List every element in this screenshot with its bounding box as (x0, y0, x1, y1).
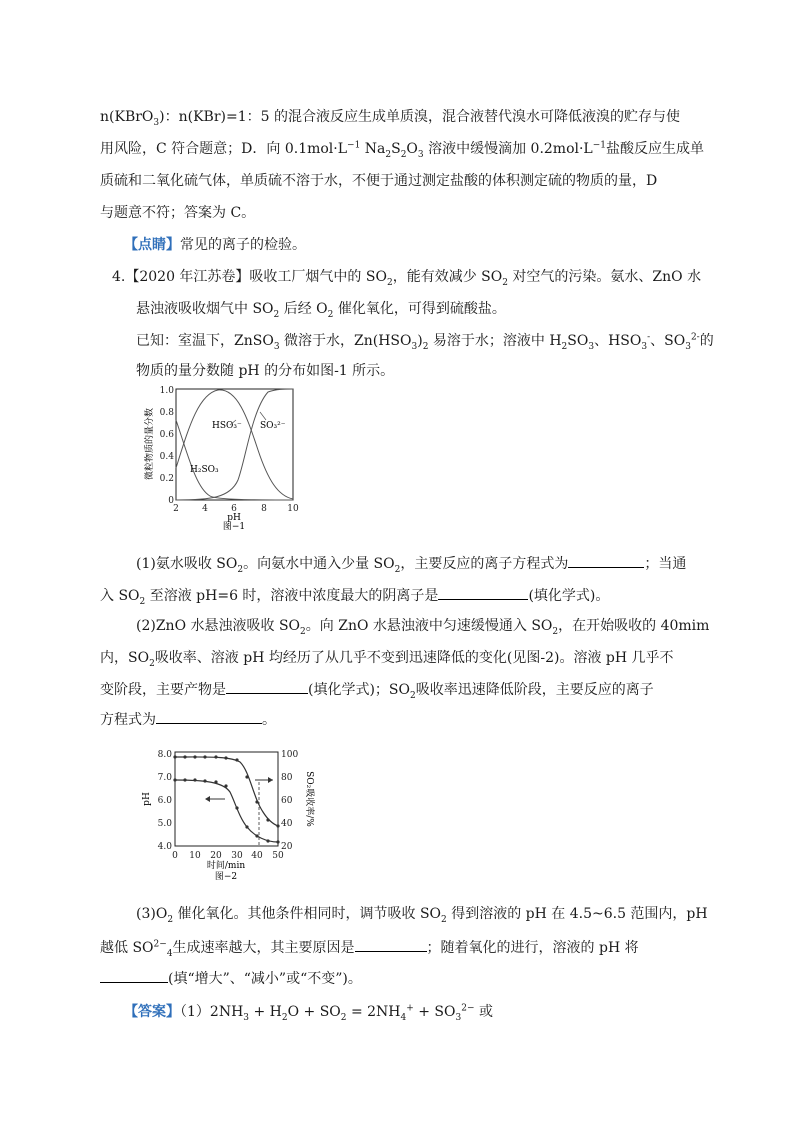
hso3-label: HSO₃⁻ (212, 421, 242, 431)
x-tick-label: 10 (189, 851, 201, 861)
y2-tick-label: 60 (281, 796, 293, 806)
h2so3-curve (176, 420, 293, 500)
y2-axis-label: SO₂吸收率/% (304, 771, 314, 827)
x-tick-label: 20 (210, 851, 222, 861)
text-line: 与题意不符；答案为 C。 (100, 205, 256, 221)
answer-blank[interactable] (156, 709, 262, 724)
answer-tag: 【答案】 (124, 1004, 180, 1020)
answer-blank[interactable] (100, 968, 168, 983)
y-tick-label: 5.0 (157, 819, 172, 829)
y2-tick-label: 80 (281, 773, 293, 783)
dianjing-tag: 【点睛】 (124, 237, 180, 253)
x-tick-label: 2 (173, 504, 179, 514)
y-tick-label: 6.0 (157, 796, 172, 806)
text-line: 质硫和二氧化硫气体，单质硫不溶于水，不便于通过测定盐酸的体积测定硫的物质的量，D (100, 173, 658, 189)
sub-question-2: (2)ZnO 水悬浊液吸收 $SO_2$。向 ZnO 水悬浊液中匀速缓慢通入 $SO_2$，在开始吸收的 40mim (136, 618, 710, 637)
so3-curve (176, 389, 293, 500)
text-line: 越低 $SO^{2-}_4$生成速率越大，其主要原因是 ；随着氧化的进行，溶液的 pH 将 (100, 937, 639, 957)
figure-1 (140, 380, 320, 532)
x-tick-label: 0 (172, 851, 178, 861)
h2so3-label: H₂SO₃ (190, 465, 219, 475)
answer-blank[interactable] (355, 937, 427, 952)
y-tick-label: 7.0 (157, 773, 172, 783)
figure-caption: 图−2 (214, 872, 238, 882)
y-tick-label: 8.0 (157, 750, 172, 760)
text-line: 方程式为 。 (100, 709, 276, 729)
answer-line: 【答案】$(1)2NH_3 + H_2O + SO_2 = 2NH_4^+ + SO_3^{2-}$ 或 (124, 1003, 493, 1023)
answer-blank[interactable] (226, 679, 308, 694)
text-line: 物质的量分数随 pH 的分布如图-1 所示。 (136, 363, 395, 379)
figure-caption: 图−1 (222, 522, 246, 532)
y-tick-label: 0.2 (159, 474, 174, 484)
so3-label: SO₃²⁻ (260, 421, 286, 431)
text-line: 内，$SO_2$吸收率、溶液 pH 均经历了从几乎不变到迅速降低的变化(见图-2)。溶液 pH 几乎不 (100, 650, 674, 669)
answer-blank[interactable] (568, 553, 644, 568)
text-line: 用风险，C 符合题意；D．向 $0.1mol\cdot L^{-1}$ $Na_2S_2O_3$ 溶液中缓慢滴加 $0.2mol\cdot L^{-1}$盐酸反应生成单 (100, 140, 705, 160)
x-tick-label: 8 (261, 504, 267, 514)
y2-tick-label: 20 (281, 842, 293, 852)
dianjing-note: 【点睛】常见的离子的检验。 (124, 237, 306, 253)
x-tick-label: 40 (251, 851, 263, 861)
x-tick-label: 30 (231, 851, 243, 861)
text-line: n(KBrO$_3$)：n(KBr)=1：5 的混合液反应生成单质溴，混合液替代溴水可降低液溴的贮存与使 (100, 109, 680, 128)
text-line: 悬浊液吸收烟气中 $SO_2$ 后经 $O_2$ 催化氧化，可得到硫酸盐。 (136, 301, 506, 320)
x-axis-label: pH (227, 513, 241, 523)
text-line: 变阶段，主要产物是 (填化学式)；$SO_2$吸收率迅速降低阶段，主要反应的离子 (100, 679, 654, 699)
figure-2 (135, 742, 315, 892)
hso3-curve (176, 390, 293, 499)
y-tick-label: 0 (168, 496, 174, 506)
plot-frame (176, 389, 293, 500)
y-tick-label: 1.0 (159, 386, 174, 396)
y-axis-label: 微粒物质的量分数 (145, 407, 155, 481)
text-line: 入 $SO_2$ 至溶液 pH=6 时，溶液中浓度最大的阴离子是 (填化学式)。 (100, 585, 609, 605)
y2-tick-label: 100 (281, 750, 299, 760)
x-tick-label: 4 (202, 504, 208, 514)
text-line: 已知：室温下，ZnSO$_3$ 微溶于水，$Zn(HSO_3)_2$ 易溶于水；溶液中 $H_2SO_3$、$HSO_3^-$、$SO_3^{2-}$的 (136, 332, 714, 352)
plot-frame (175, 752, 278, 846)
y-tick-label: 0.8 (159, 408, 174, 418)
y-axis-label: pH (142, 792, 152, 806)
absorption-curve (175, 757, 278, 826)
y-tick-label: 0.6 (159, 430, 174, 440)
question-4-stem: 4.【2020 年江苏卷】吸收工厂烟气中的 $SO_2$，能有效减少 $SO_2$ 对空气的污染。氨水、ZnO 水 (112, 269, 702, 288)
x-tick-label: 6 (231, 504, 237, 514)
y-tick-label: 0.4 (159, 452, 174, 462)
sub-question-3: $(3)O_2$ 催化氧化。其他条件相同时，调节吸收 $SO_2$ 得到溶液的 pH 在 4.5~6.5 范围内，pH (136, 906, 708, 925)
x-tick-label: 10 (287, 504, 299, 514)
sub-question-1: (1)氨水吸收 $SO_2$。向氨水中通入少量 $SO_2$，主要反应的离子方程式为 ；当通 (136, 553, 686, 573)
x-axis-label: 时间/min (206, 861, 246, 871)
y2-tick-label: 40 (281, 819, 293, 829)
text-line: (填“增大”、“减小”或“不变”)。 (100, 968, 362, 988)
x-tick-label: 50 (272, 851, 284, 861)
y-tick-label: 4.0 (157, 842, 172, 852)
answer-blank[interactable] (438, 585, 528, 600)
